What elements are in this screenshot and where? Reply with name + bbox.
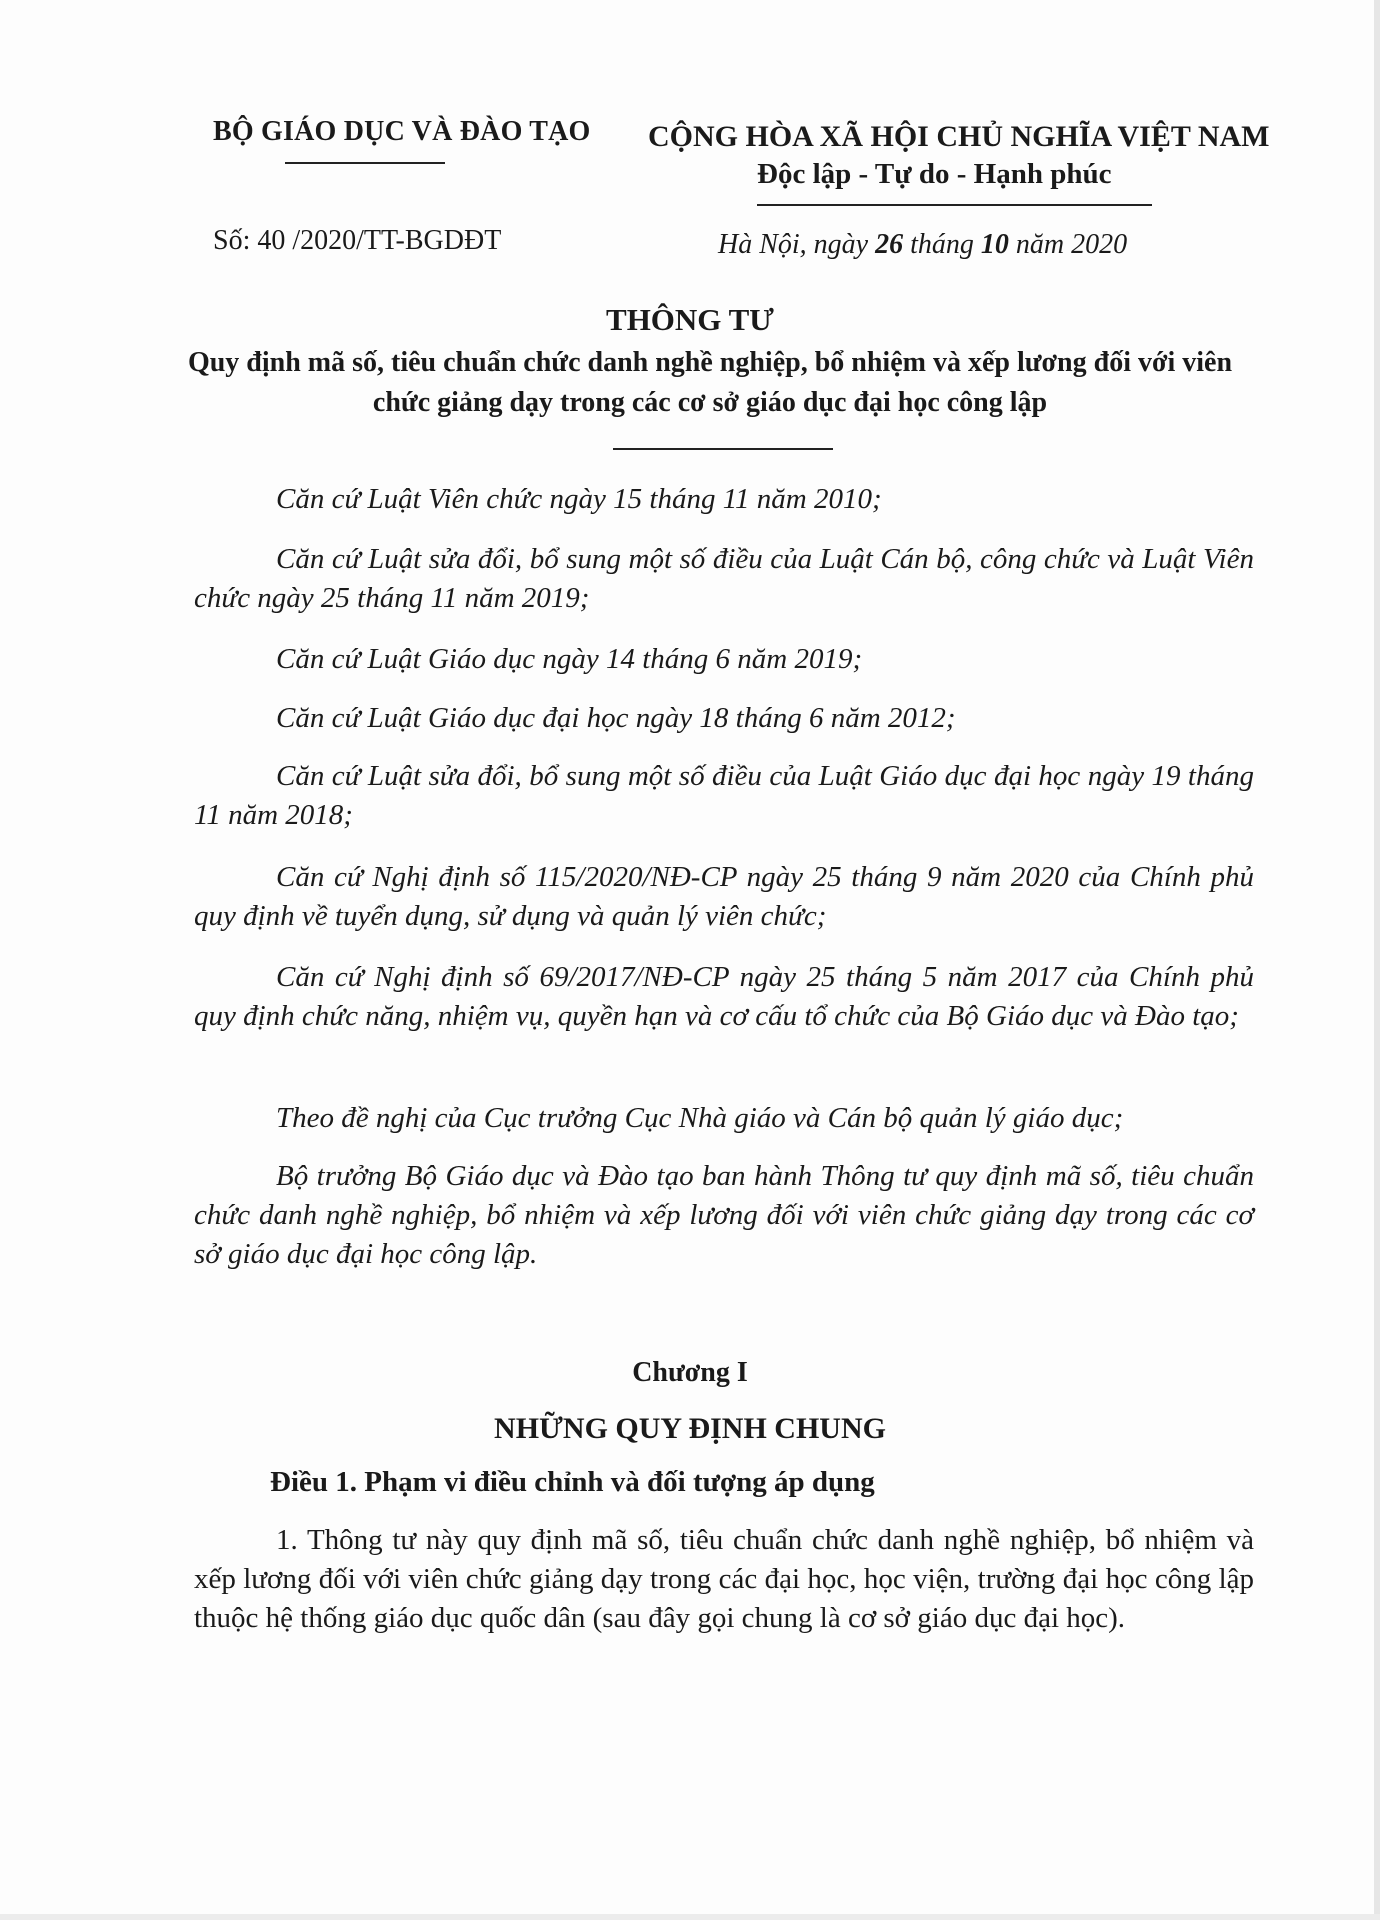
preamble-item: Theo đề nghị của Cục trưởng Cục Nhà giáo và Cán bộ quản lý giáo dục; bbox=[276, 1102, 1124, 1134]
ministry-name: BỘ GIÁO DỤC VÀ ĐÀO TẠO bbox=[213, 116, 591, 147]
preamble-item: Căn cứ Luật Giáo dục ngày 14 tháng 6 năm 2019; bbox=[276, 643, 863, 675]
issue-date bbox=[718, 229, 1127, 261]
preamble-item: Căn cứ Nghị định số 115/2020/NĐ-CP ngày 25 tháng 9 năm 2020 của Chính phủ quy định về tuyển dụng, sử dụng và quản lý viên chức; bbox=[194, 861, 1254, 932]
preamble-item: Căn cứ Luật Giáo dục đại học ngày 18 tháng 6 năm 2012; bbox=[276, 702, 956, 734]
preamble-item: Căn cứ Luật sửa đổi, bổ sung một số điều của Luật Giáo dục đại học ngày 19 tháng 11 năm 2018; bbox=[194, 760, 1254, 831]
preamble-item: Bộ trưởng Bộ Giáo dục và Đào tạo ban hành Thông tư quy định mã số, tiêu chuẩn chức danh nghề nghiệp, bổ nhiệm và xếp lương đối với viên chức giảng dạy trong các cơ sở giáo dục đại học công lập. bbox=[194, 1160, 1254, 1270]
chapter-title: NHỮNG QUY ĐỊNH CHUNG bbox=[494, 1412, 886, 1445]
date-day: 26 bbox=[875, 229, 904, 260]
preamble-item: Căn cứ Luật sửa đổi, bổ sung một số điều của Luật Cán bộ, công chức và Luật Viên chức ngày 25 tháng 11 năm 2019; bbox=[194, 543, 1254, 614]
preamble-item: Căn cứ Luật Viên chức ngày 15 tháng 11 năm 2010; bbox=[276, 483, 882, 515]
date-year: năm 2020 bbox=[1015, 229, 1128, 260]
document-type: THÔNG TƯ bbox=[606, 302, 774, 337]
article-heading: Điều 1. Phạm vi điều chỉnh và đối tượng áp dụng bbox=[270, 1466, 875, 1498]
document-subject: Quy định mã số, tiêu chuẩn chức danh nghề nghiệp, bổ nhiệm và xếp lương đối với viên chức giảng dạy trong các cơ sở giáo dục đại học công lập bbox=[187, 347, 1233, 418]
page-edge-right bbox=[1374, 0, 1380, 1920]
national-motto: Độc lập - Tự do - Hạnh phúc bbox=[757, 158, 1112, 190]
title-separator bbox=[613, 448, 833, 450]
motto-underline bbox=[757, 204, 1152, 206]
date-month: 10 bbox=[980, 229, 1009, 260]
ministry-underline bbox=[285, 162, 445, 164]
chapter-number: Chương I bbox=[632, 1357, 748, 1388]
page-edge-bottom bbox=[0, 1914, 1380, 1920]
date-prefix: Hà Nội, ngày bbox=[718, 229, 869, 260]
date-month-word: tháng bbox=[910, 229, 974, 260]
article-clause: 1. Thông tư này quy định mã số, tiêu chuẩn chức danh nghề nghiệp, bổ nhiệm và xếp lương đối với viên chức giảng dạy trong các đại học, học viện, trường đại học công lập thuộc hệ thống giáo dục quốc dân (sau đây gọi chung là cơ sở giáo dục đại học). bbox=[194, 1524, 1254, 1634]
preamble-item: Căn cứ Nghị định số 69/2017/NĐ-CP ngày 25 tháng 5 năm 2017 của Chính phủ quy định chức năng, nhiệm vụ, quyền hạn và cơ cấu tổ chức của Bộ Giáo dục và Đào tạo; bbox=[194, 961, 1254, 1032]
country-name: CỘNG HÒA XÃ HỘI CHỦ NGHĨA VIỆT NAM bbox=[648, 120, 1270, 153]
document-number: Số: 40 /2020/TT-BGDĐT bbox=[213, 225, 502, 256]
